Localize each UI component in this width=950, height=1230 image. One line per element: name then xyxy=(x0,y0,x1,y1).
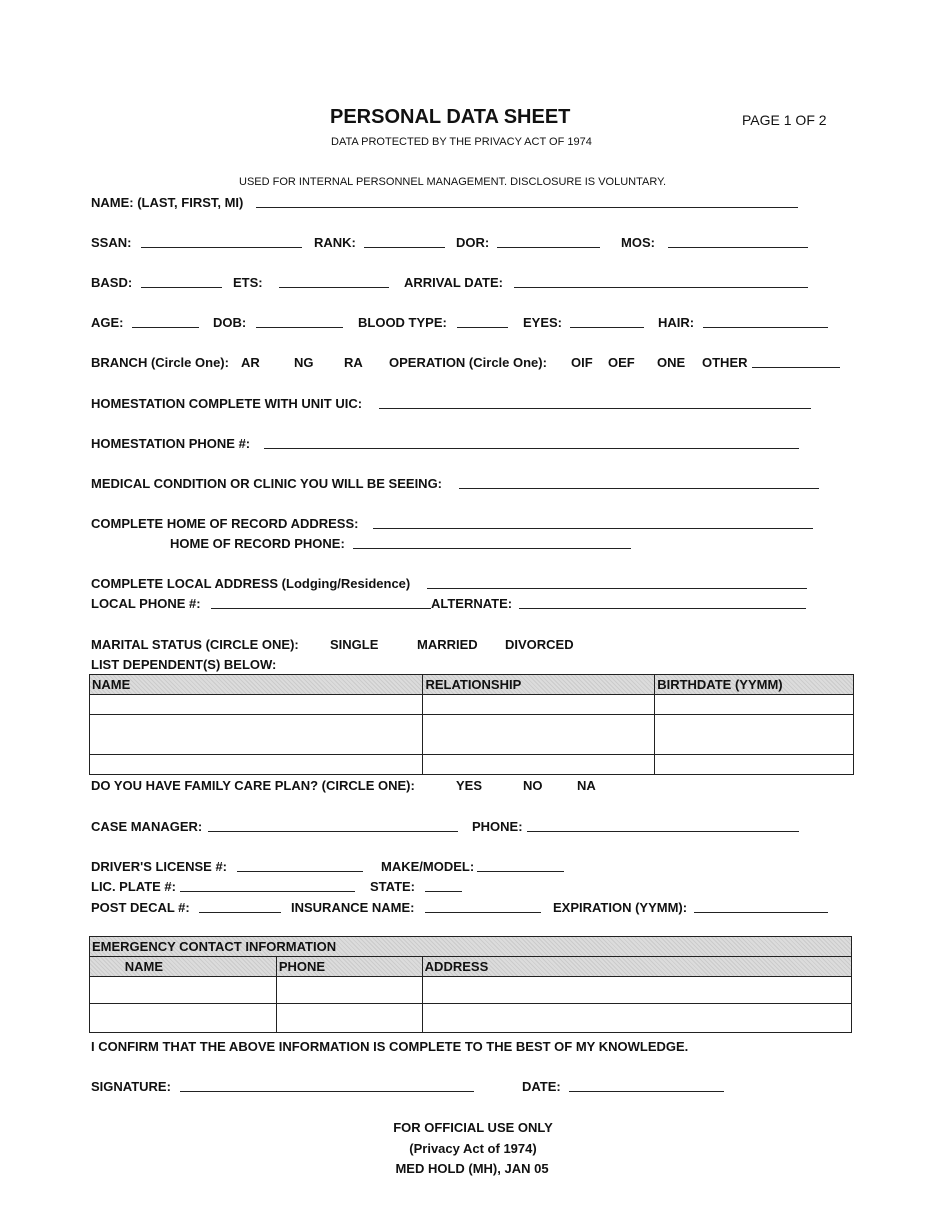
rank-field[interactable] xyxy=(364,247,445,248)
emergency-header-address: ADDRESS xyxy=(422,957,851,977)
insurance-name-field[interactable] xyxy=(425,912,541,913)
state-field[interactable] xyxy=(425,891,462,892)
lic-plate-field[interactable] xyxy=(180,891,355,892)
homestation-uic-field[interactable] xyxy=(379,408,811,409)
branch-label: BRANCH (Circle One): xyxy=(91,355,229,370)
emergency-header-row xyxy=(90,957,852,977)
medical-label: MEDICAL CONDITION OR CLINIC YOU WILL BE SEEING: xyxy=(91,476,443,491)
table-row xyxy=(90,755,854,775)
footer-form-id: MED HOLD (MH), JAN 05 xyxy=(395,1161,549,1176)
arrival-date-label: ARRIVAL DATE: xyxy=(404,275,503,290)
operation-option-other[interactable]: OTHER xyxy=(702,355,748,370)
emergency-header-name: NAME xyxy=(90,957,277,977)
dependent-relationship-cell[interactable] xyxy=(423,695,655,715)
branch-option-ra[interactable]: RA xyxy=(344,355,363,370)
ets-field[interactable] xyxy=(279,287,389,288)
page-number: PAGE 1 OF 2 xyxy=(742,112,827,128)
make-model-field[interactable] xyxy=(477,871,564,872)
home-phone-label: HOME OF RECORD PHONE: xyxy=(170,536,345,551)
home-address-label: COMPLETE HOME OF RECORD ADDRESS: xyxy=(91,516,359,531)
table-row xyxy=(90,1004,852,1033)
marital-option-single[interactable]: SINGLE xyxy=(330,637,379,652)
confirmation-statement: I CONFIRM THAT THE ABOVE INFORMATION IS COMPLETE TO THE BEST OF MY KNOWLEDGE. xyxy=(91,1039,689,1054)
family-care-label: DO YOU HAVE FAMILY CARE PLAN? (CIRCLE ONE): xyxy=(91,778,415,793)
operation-other-field[interactable] xyxy=(752,367,840,368)
post-decal-field[interactable] xyxy=(199,912,281,913)
table-row xyxy=(90,695,854,715)
signature-date-field[interactable] xyxy=(569,1091,724,1092)
blood-type-label: BLOOD TYPE: xyxy=(358,315,447,330)
family-care-option-yes[interactable]: YES xyxy=(456,778,483,793)
table-row xyxy=(90,715,854,755)
emergency-name-cell[interactable] xyxy=(90,977,277,1004)
make-model-label: MAKE/MODEL: xyxy=(381,859,475,874)
rank-label: RANK: xyxy=(314,235,356,250)
arrival-date-field[interactable] xyxy=(514,287,808,288)
drivers-license-label: DRIVER'S LICENSE #: xyxy=(91,859,228,874)
emergency-title-row xyxy=(90,937,852,957)
table-row xyxy=(90,977,852,1004)
emergency-phone-cell[interactable] xyxy=(276,977,422,1004)
emergency-contact-title: EMERGENCY CONTACT INFORMATION xyxy=(90,937,852,957)
case-manager-phone-label: PHONE: xyxy=(472,819,523,834)
drivers-license-field[interactable] xyxy=(237,871,363,872)
signature-label: SIGNATURE: xyxy=(91,1079,171,1094)
mos-label: MOS: xyxy=(621,235,655,250)
footer-official-use: FOR OFFICIAL USE ONLY xyxy=(393,1120,553,1135)
form-title: PERSONAL DATA SHEET xyxy=(330,106,571,128)
emergency-contact-table xyxy=(89,936,852,1033)
operation-label: OPERATION (Circle One): xyxy=(389,355,547,370)
privacy-notice: DATA PROTECTED BY THE PRIVACY ACT OF 1974 xyxy=(331,136,592,148)
operation-option-oef[interactable]: OEF xyxy=(608,355,635,370)
emergency-phone-cell[interactable] xyxy=(276,1004,422,1033)
case-manager-phone-field[interactable] xyxy=(527,831,799,832)
operation-option-oif[interactable]: OIF xyxy=(571,355,593,370)
dependent-birthdate-cell[interactable] xyxy=(655,695,854,715)
basd-field[interactable] xyxy=(141,287,222,288)
dependents-label: LIST DEPENDENT(S) BELOW: xyxy=(91,657,277,672)
marital-option-divorced[interactable]: DIVORCED xyxy=(505,637,574,652)
branch-option-ng[interactable]: NG xyxy=(294,355,314,370)
ets-label: ETS: xyxy=(233,275,263,290)
blood-type-field[interactable] xyxy=(457,327,508,328)
insurance-name-label: INSURANCE NAME: xyxy=(291,900,415,915)
emergency-name-cell[interactable] xyxy=(90,1004,277,1033)
dependent-name-cell[interactable] xyxy=(90,755,423,775)
mos-field[interactable] xyxy=(668,247,808,248)
basd-label: BASD: xyxy=(91,275,133,290)
ssan-field[interactable] xyxy=(141,247,302,248)
dependent-name-cell[interactable] xyxy=(90,715,423,755)
dependent-relationship-cell[interactable] xyxy=(423,715,655,755)
local-address-field[interactable] xyxy=(427,588,807,589)
home-address-field[interactable] xyxy=(373,528,813,529)
age-label: AGE: xyxy=(91,315,124,330)
dependents-table xyxy=(89,674,854,775)
local-address-label: COMPLETE LOCAL ADDRESS (Lodging/Residence) xyxy=(91,576,411,591)
family-care-option-no[interactable]: NO xyxy=(523,778,543,793)
case-manager-field[interactable] xyxy=(208,831,458,832)
age-field[interactable] xyxy=(132,327,199,328)
local-phone-label: LOCAL PHONE #: xyxy=(91,596,201,611)
alternate-field[interactable] xyxy=(519,608,806,609)
homestation-phone-label: HOMESTATION PHONE #: xyxy=(91,436,251,451)
dependents-header-birthdate: BIRTHDATE (YYMM) xyxy=(655,675,854,695)
operation-option-one[interactable]: ONE xyxy=(657,355,686,370)
homestation-phone-field[interactable] xyxy=(264,448,799,449)
hair-label: HAIR: xyxy=(658,315,695,330)
signature-field[interactable] xyxy=(180,1091,474,1092)
dependent-birthdate-cell[interactable] xyxy=(655,755,854,775)
family-care-option-na[interactable]: NA xyxy=(577,778,596,793)
emergency-address-cell[interactable] xyxy=(422,977,851,1004)
emergency-address-cell[interactable] xyxy=(422,1004,851,1033)
dependents-header-relationship: RELATIONSHIP xyxy=(423,675,655,695)
dependent-name-cell[interactable] xyxy=(90,695,423,715)
dob-field[interactable] xyxy=(256,327,343,328)
name-field[interactable] xyxy=(256,207,798,208)
emergency-header-phone: PHONE xyxy=(276,957,422,977)
marital-option-married[interactable]: MARRIED xyxy=(417,637,478,652)
state-label: STATE: xyxy=(370,879,416,894)
dependents-header-name: NAME xyxy=(90,675,423,695)
medical-field[interactable] xyxy=(459,488,819,489)
home-phone-field[interactable] xyxy=(353,548,631,549)
dependent-relationship-cell[interactable] xyxy=(423,755,655,775)
branch-option-ar[interactable]: AR xyxy=(241,355,260,370)
eyes-field[interactable] xyxy=(570,327,644,328)
expiration-label: EXPIRATION (YYMM): xyxy=(553,900,688,915)
dependent-birthdate-cell[interactable] xyxy=(655,715,854,755)
usage-notice: USED FOR INTERNAL PERSONNEL MANAGEMENT. DISCLOSURE IS VOLUNTARY. xyxy=(239,176,667,188)
dor-label: DOR: xyxy=(456,235,490,250)
post-decal-label: POST DECAL #: xyxy=(91,900,190,915)
signature-date-label: DATE: xyxy=(522,1079,561,1094)
lic-plate-label: LIC. PLATE #: xyxy=(91,879,176,894)
alternate-label: ALTERNATE: xyxy=(431,596,513,611)
local-phone-field[interactable] xyxy=(211,608,431,609)
dor-field[interactable] xyxy=(497,247,600,248)
ssan-label: SSAN: xyxy=(91,235,132,250)
dependents-header-row xyxy=(90,675,854,695)
homestation-uic-label: HOMESTATION COMPLETE WITH UNIT UIC: xyxy=(91,396,363,411)
case-manager-label: CASE MANAGER: xyxy=(91,819,203,834)
eyes-label: EYES: xyxy=(523,315,563,330)
marital-status-label: MARITAL STATUS (CIRCLE ONE): xyxy=(91,637,299,652)
footer-privacy-act: (Privacy Act of 1974) xyxy=(409,1141,537,1156)
hair-field[interactable] xyxy=(703,327,828,328)
dob-label: DOB: xyxy=(213,315,247,330)
name-label: NAME: (LAST, FIRST, MI) xyxy=(91,195,244,210)
expiration-field[interactable] xyxy=(694,912,828,913)
